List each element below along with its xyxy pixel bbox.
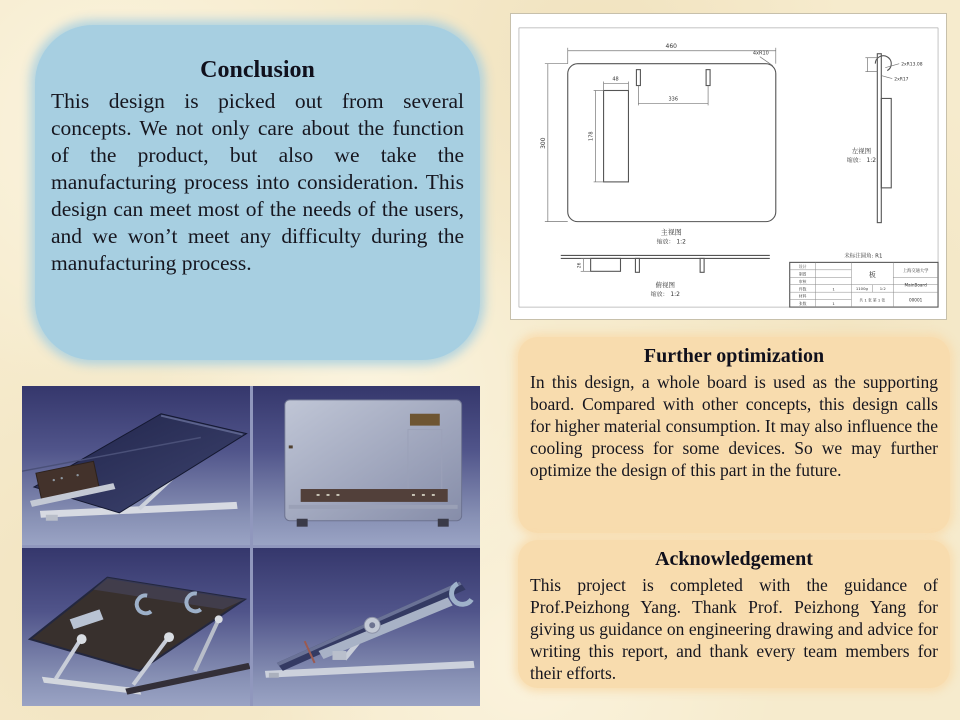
fillet-note: 未标注圆角: R1 [844,253,883,260]
top-view-scale: 缩放： 1:2 [650,291,680,299]
tb-row5-label: 张数 [798,302,807,307]
front-view-label: 主视图 [660,228,682,237]
tb-drawing-no: 00001 [909,297,923,303]
left-view [847,54,923,223]
dim-bracket-span: 336 [668,96,679,103]
tb-part: 板 [868,270,876,279]
front-view [540,43,776,246]
render-underside-svg [22,548,250,707]
tb-university: 上海交通大学 [902,268,929,274]
further-optimization-title: Further optimization [643,345,825,367]
dim-slot-width: 48 [612,76,619,83]
tb-row3-label: 件数 [798,287,807,292]
tb-weight: 1100g [855,286,868,291]
render-perspective-view [22,386,250,545]
callout-hook-outer: 2xR13.08 [901,62,923,68]
tb-row3-value: 1 [832,287,835,292]
callout-corner-radius: 4xR10 [752,50,769,57]
tb-row2-label: 审核 [798,279,807,284]
render-side-svg [253,548,481,707]
conclusion-title: Conclusion [200,57,315,83]
tb-row1-label: 制图 [798,272,807,277]
top-view-label: 俯视图 [655,281,675,290]
front-view-scale: 缩放： 1:2 [656,238,686,246]
further-optimization-box [518,337,950,533]
acknowledgement-body: This project is completed with the guidance of Prof.Peizhong Yang. Thank Prof. Peizhong Yang for giving us guidance on engineering drawing and advice for writing this report, and thank every team members for their efforts. [530,575,938,683]
tb-scale: 1:2 [879,286,886,291]
acknowledgement-box [518,540,950,688]
render-underside-view [22,548,250,707]
left-view-label: 左视图 [851,147,872,156]
conclusion-box [35,25,480,360]
tb-sheet: 共 1 张 第 1 张 [859,298,886,303]
dim-overall-width: 460 [665,42,677,50]
tb-row0-label: 设计 [798,264,807,269]
render-back-svg [253,386,481,545]
render-back-view [253,386,481,545]
title-block [790,262,938,307]
callout-hook-inner: 2xR17 [894,77,909,83]
tb-row5-value: 1 [832,302,835,307]
top-view [561,255,770,298]
technical-drawing [510,13,947,320]
dim-overall-height: 300 [539,137,547,149]
left-view-scale: 缩放： 1:2 [846,157,877,165]
dim-slot-height: 178 [588,131,595,141]
tb-row4-label: 材料 [798,294,807,299]
render-side-view [253,548,481,707]
render-grid [22,386,480,706]
render-perspective-svg [22,386,250,545]
tb-part-name: MainBoard [904,282,927,288]
dim-thickness: 26 [577,262,583,269]
acknowledgement-title: Acknowledgement [655,548,813,570]
technical-drawing-svg [511,14,946,319]
conclusion-body: This design is picked out from several concepts. We not only care about the function of the product, but also we take the manufacturing process into consideration. This design can meet most of the needs of the users, and we won’t meet any difficulty during the manufacturing process. [51,89,464,276]
further-optimization-body: In this design, a whole board is used as the supporting board. Compared with other concepts, this design calls for higher material consumption. It may also influence the cooling process for some devices. So we may further optimize the design of this part in the future. [530,372,938,480]
